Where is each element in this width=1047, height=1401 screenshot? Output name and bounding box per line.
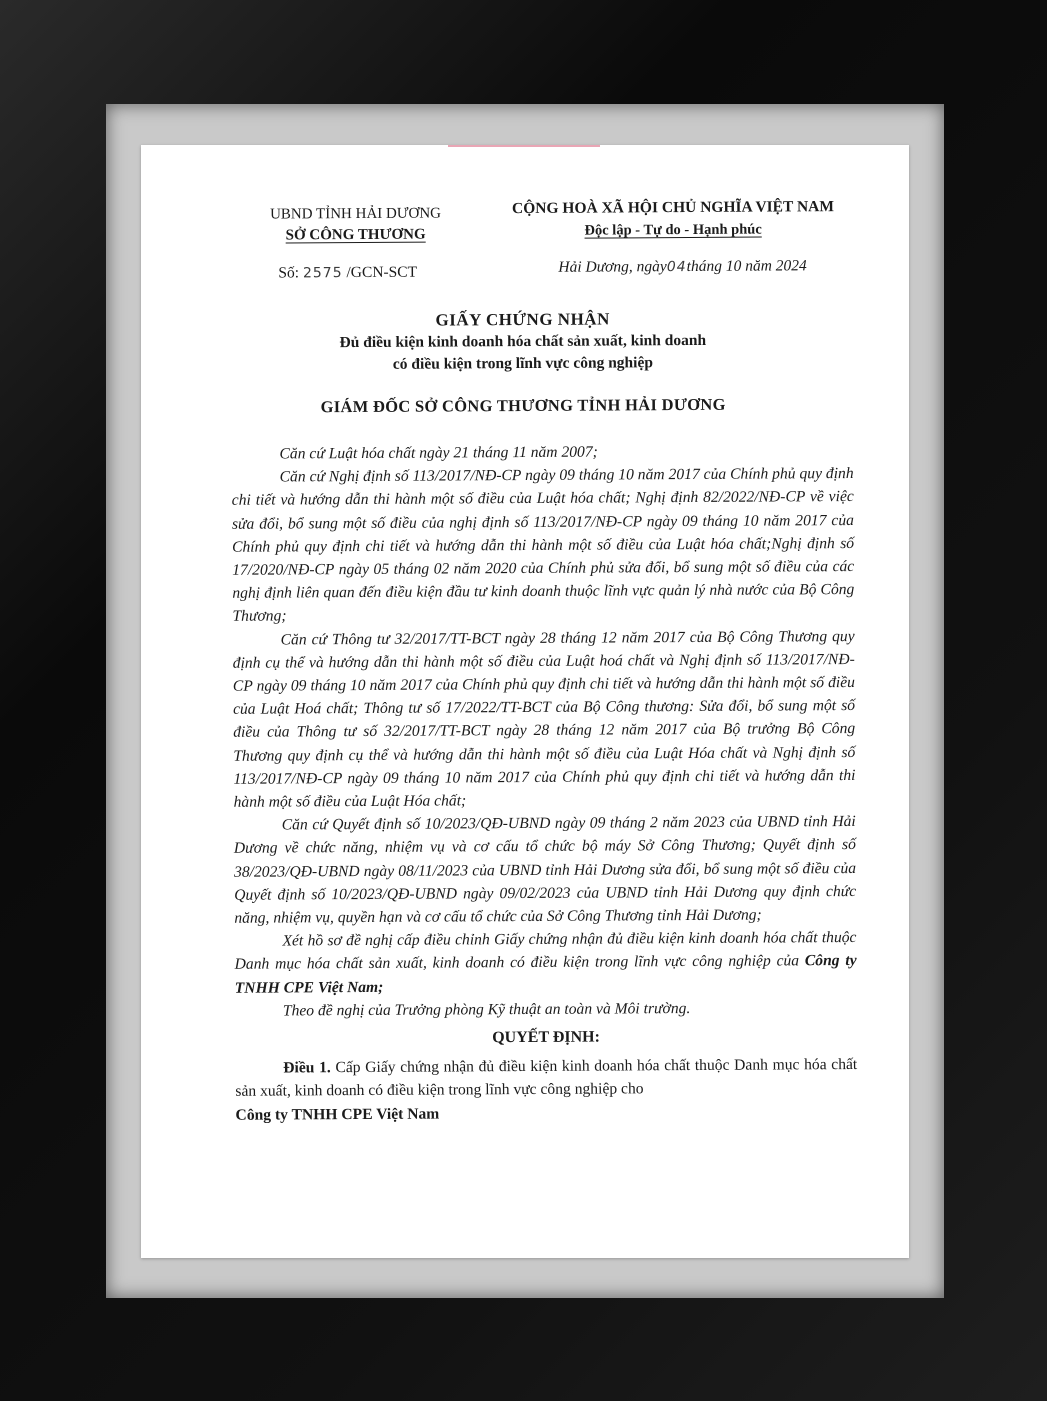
national-motto: Độc lập - Tự do - Hạnh phúc (584, 221, 762, 239)
document-subtitle (279, 330, 767, 377)
review-text: Xét hồ sơ đề nghị cấp điều chỉnh Giấy chứng nhận đủ điều kiện kinh doanh hóa chất thuộc Danh mục hóa chất sản xuất, kinh doanh có điều kiện trong lĩnh vực công nghiệp của (234, 929, 857, 974)
number-prefix: Số: (278, 264, 300, 282)
number-suffix: /GCN-SCT (346, 263, 418, 282)
document-title: GIẤY CHỨNG NHẬN (435, 309, 610, 330)
date-suffix: tháng 10 năm 2024 (686, 257, 807, 276)
review-company: Công ty TNHH CPE Việt Nam; (234, 952, 857, 997)
document-body (231, 439, 857, 1127)
issuing-agency (248, 203, 463, 246)
handwritten-day: 04 (666, 259, 687, 276)
document-number (278, 264, 417, 283)
article-1-company-line (235, 1100, 857, 1127)
department-name: SỞ CÔNG THƯƠNG (285, 226, 426, 244)
decision-heading: QUYẾT ĐỊNH: (492, 1028, 600, 1047)
paragraph-review (234, 926, 856, 999)
date-prefix: Hải Dương, ngày (558, 258, 667, 276)
article-1-label: Điều 1. (283, 1059, 331, 1077)
document-content (141, 145, 909, 1258)
handwritten-number: 2575 (302, 265, 343, 282)
paragraph-legal-basis-4: Căn cứ Quyết định số 10/2023/QĐ-UBND ngày 09 tháng 2 năm 2023 của UBND tỉnh Hải Dương về chức năng, nhiệm vụ và cơ cấu tổ chức bộ máy Sở Công Thương; Quyết định số 38/2023/QĐ-UBND ngày 08/11/2023 của UBND tỉnh Hải Dương sửa đổi, bổ sung một số điều của Quyết định số 10/2023/QĐ-UBND ngày 09/02/2023 của UBND tỉnh Hải Dương quy định chức năng, nhiệm vụ, quyền hạn và cơ cấu tổ chức của Sở Công Thương tỉnh Hải Dương; (233, 813, 857, 927)
paragraph-proposal: Theo đề nghị của Trưởng phòng Kỹ thuật an toàn và Môi trường. (282, 999, 691, 1020)
article-1-text: Cấp Giấy chứng nhận đủ điều kiện kinh doanh hóa chất thuộc Danh mục hóa chất sản xuất, kinh doanh có điều kiện trong lĩnh vực công nghiệp cho (235, 1056, 858, 1101)
document-date (558, 257, 806, 277)
paragraph-legal-basis-3: Căn cứ Thông tư 32/2017/TT-BCT ngày 28 tháng 12 năm 2017 của Bộ Công Thương quy định cụ thể và hướng dẫn thi hành một số điều của Luật hoá chất và Nghị định số 113/2017/NĐ-CP ngày 09 tháng 10 năm 2017 của Chính phủ quy định chi tiết và hướng dẫn thi hành một số điều của Luật Hoá chất; Thông tư số 17/2022/TT-BCT của Bộ Công thương: Sửa đổi, bổ sung một số điều của Thông tư số 32/2017/TT-BCT ngày 28 tháng 12 năm 2017 của Bộ trưởng Bộ Công Thương quy định cụ thể và hướng dẫn thi hành một số điều của Luật Hóa chất và Nghị định số 113/2017/NĐ-CP ngày 09 tháng 10 năm 2017 của Chính phủ quy định chi tiết và hướng dẫn thi hành một số điều của Luật Hóa chất; (232, 627, 856, 811)
agency-name: UBND TỈNH HẢI DƯƠNG (270, 205, 442, 223)
director-heading: GIÁM ĐỐC SỞ CÔNG THƯƠNG TỈNH HẢI DƯƠNG (320, 394, 726, 417)
paragraph-legal-basis-2: Căn cứ Nghị định số 113/2017/NĐ-CP ngày 09 tháng 10 năm 2017 của Chính phủ quy định chi tiết và hướng dẫn thi hành một số điều của Luật hóa chất; Nghị định 82/2022/NĐ-CP về việc sửa đổi, bổ sung một số điều của nghị định số 113/2017/NĐ-CP ngày 09 tháng 10 năm 2017 của Chính phủ quy định chi tiết và hướng dẫn thi hành một số điều của Luật hóa chất;Nghị định số 17/2020/NĐ-CP ngày 05 tháng 02 năm 2020 của Chính phủ sửa đổi, bổ sung một số điều của các nghị định liên quan đến điều kiện đầu tư kinh doanh thuộc lĩnh vực quản lý nhà nước của Bộ Công Thương; (231, 465, 855, 626)
subtitle-line-2: có điều kiện trong lĩnh vực công nghiệp (392, 354, 654, 373)
article-1 (235, 1053, 857, 1103)
paragraph-legal-basis-1: Căn cứ Luật hóa chất ngày 21 tháng 11 năm 2007; (279, 443, 598, 463)
subtitle-line-1: Đủ điều kiện kinh doanh hóa chất sản xuất, kinh doanh (339, 331, 707, 352)
national-header (483, 196, 863, 242)
certificate-document (141, 145, 909, 1258)
nation-name: CỘNG HOÀ XÃ HỘI CHỦ NGHĨA VIỆT NAM (511, 198, 835, 218)
article-1-company: Công ty TNHH CPE Việt Nam (235, 1105, 440, 1124)
